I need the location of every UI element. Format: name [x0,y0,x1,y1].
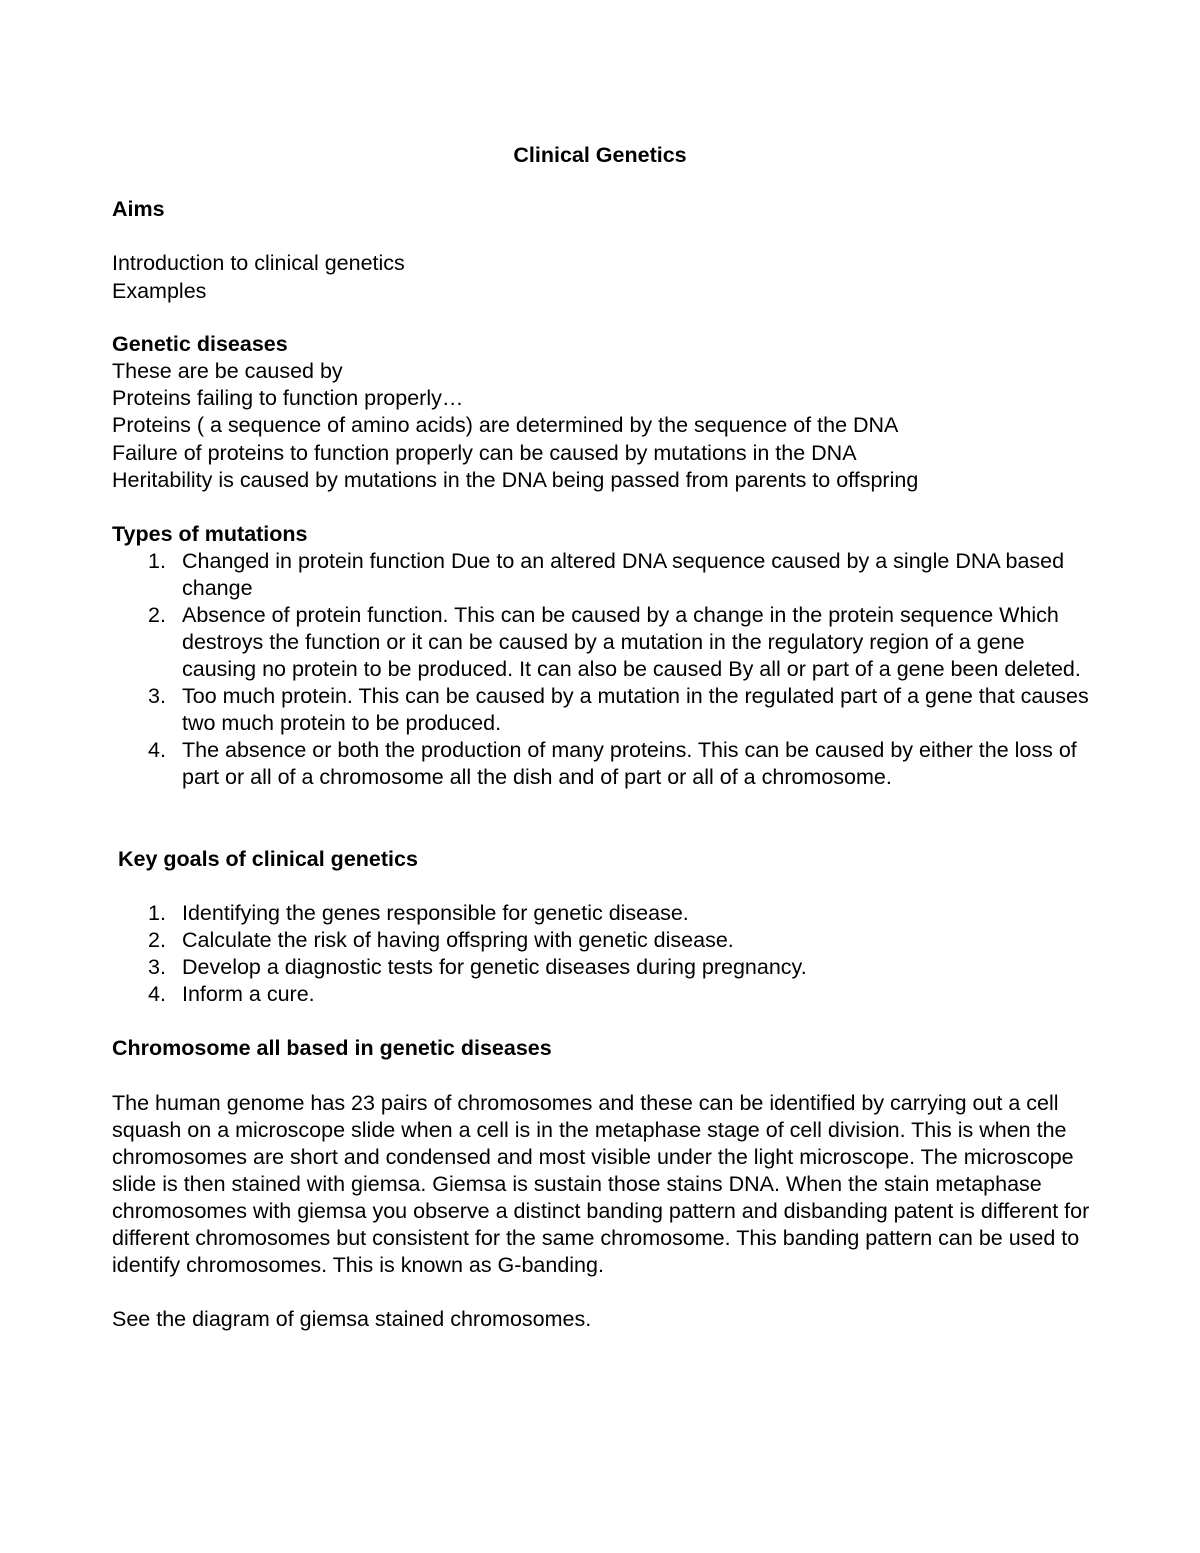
genetic-diseases-line: Failure of proteins to function properly can be caused by mutations in the DNA [112,441,857,465]
list-item [112,927,1102,954]
list-item [112,602,1102,683]
chromosome-heading: Chromosome all based in genetic diseases [112,1036,552,1060]
list-item [112,981,1102,1008]
document-title: Clinical Genetics [513,143,687,167]
list-number: 1. [148,901,166,925]
genetic-diseases-line: Heritability is caused by mutations in the DNA being passed from parents to offspring [112,468,919,492]
chromosome-paragraph: The human genome has 23 pairs of chromosomes and these can be identified by carrying out a cell squash on a microscope slide when a cell is in the metaphase stage of cell division. This is when the chromosomes are short and condensed and most visible under the light microscope. The microscope slide is then stained with giemsa. Giemsa is sustain those stains DNA. When the stain metaphase chromosomes with giemsa you observe a distinct banding pattern and disbanding patent is different for different chromosomes but consistent for the same chromosome. This banding pattern can be used to identify chromosomes. This is known as G-banding. [112,1091,1090,1277]
list-text: Changed in protein function Due to an altered DNA sequence caused by a single DNA based change [182,549,1065,600]
list-text: Develop a diagnostic tests for genetic diseases during pregnancy. [182,955,807,979]
key-goals-list [112,900,1102,1008]
list-text: The absence or both the production of many proteins. This can be caused by either the loss of part or all of a chromosome all the dish and of part or all of a chromosome. [182,738,1077,789]
list-text: Identifying the genes responsible for genetic disease. [182,901,689,925]
aims-item: Examples [112,279,207,303]
list-text: Too much protein. This can be caused by a mutation in the regulated part of a gene that causes two much protein to be produced. [182,684,1089,735]
types-of-mutations-heading: Types of mutations [112,522,308,546]
list-item [112,737,1102,791]
list-text: Inform a cure. [182,982,315,1006]
list-number: 2. [148,928,166,952]
list-text: Absence of protein function. This can be caused by a change in the protein sequence Which destroys the function or it can be caused by a mutation in the regulatory region of a gene causing no protein to be produced. It can also be caused By all or part of a gene been deleted. [182,603,1081,681]
aims-item: Introduction to clinical genetics [112,251,405,275]
list-number: 1. [148,549,166,573]
types-of-mutations-list [112,548,1102,791]
key-goals-heading: Key goals of clinical genetics [118,847,418,871]
chromosome-closing: See the diagram of giemsa stained chromosomes. [112,1307,592,1331]
genetic-diseases-heading: Genetic diseases [112,332,288,356]
aims-heading: Aims [112,197,165,221]
genetic-diseases-line: Proteins failing to function properly… [112,386,464,410]
list-item [112,954,1102,981]
list-number: 2. [148,603,166,627]
list-item [112,683,1102,737]
list-number: 4. [148,738,166,762]
genetic-diseases-line: These are be caused by [112,359,343,383]
genetic-diseases-line: Proteins ( a sequence of amino acids) are determined by the sequence of the DNA [112,413,899,437]
list-number: 3. [148,955,166,979]
list-number: 3. [148,684,166,708]
list-number: 4. [148,982,166,1006]
list-item [112,548,1102,602]
list-text: Calculate the risk of having offspring with genetic disease. [182,928,734,952]
list-item [112,900,1102,927]
